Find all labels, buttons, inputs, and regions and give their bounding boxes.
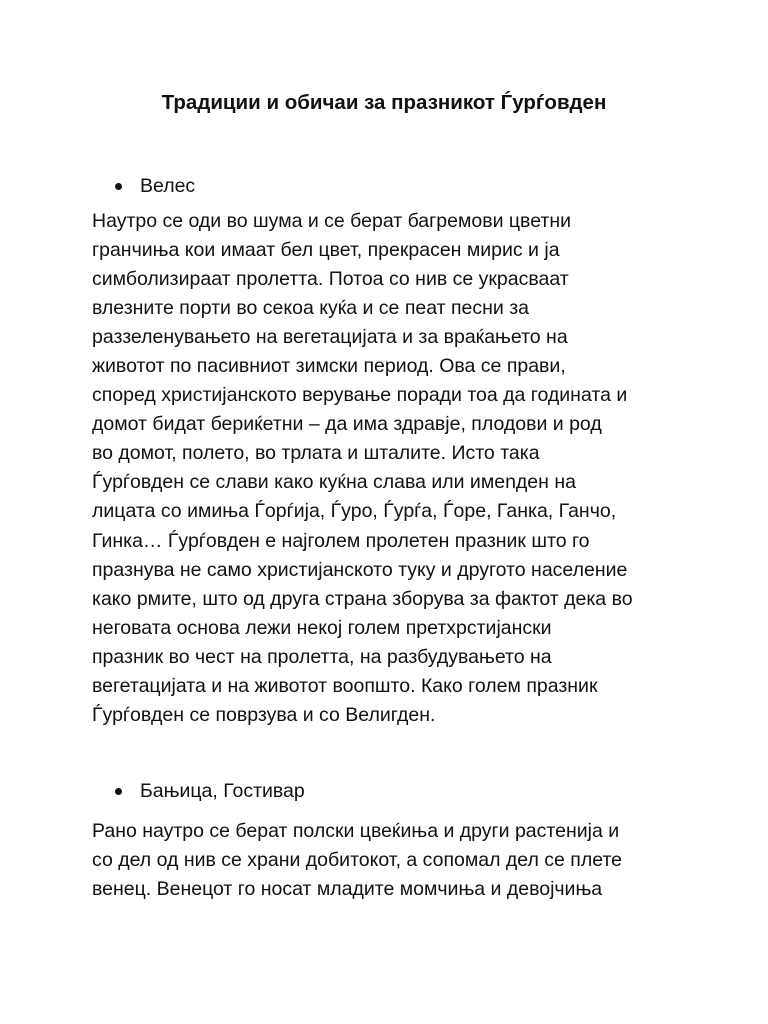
- section-heading-label: Велес: [140, 175, 196, 197]
- paragraph-line: влезните порти во секоа куќа и се пеат песни за: [92, 297, 530, 320]
- paragraph-line: празник во чест на пролетта, на разбудувањето на: [92, 645, 552, 668]
- section-heading-banjica: [115, 777, 305, 805]
- paragraph-line: во домот, полето, во трлата и шталите. Исто така: [92, 442, 540, 465]
- section-heading-label: Бањица, Гостивар: [140, 780, 305, 802]
- paragraph-line: вегетацијата и на животот воопшто. Како голем празник: [92, 674, 598, 697]
- paragraph-line: Гинка… Ѓурѓовден е најголем пролетен празник што го: [92, 529, 590, 552]
- paragraph-line: Наутро се оди во шума и се берат багремови цветни: [92, 210, 571, 232]
- section-paragraph-veles: [92, 207, 682, 730]
- bullet-icon: [115, 183, 122, 190]
- paragraph-line: гранчиња кои имаат бел цвет, прекрасен мирис и ја: [92, 239, 560, 262]
- page-title: Традиции и обичаи за празникот Ѓурѓовден: [161, 91, 607, 114]
- paragraph-line: домот бидат бериќетни – да има здравје, плодови и род: [92, 413, 602, 436]
- paragraph-line: неговата основа лежи некој голем претхрстијански: [92, 616, 552, 639]
- paragraph-line: со дел од нив се храни добитокот, а сопомал дел се плете: [92, 849, 623, 872]
- paragraph-line: венец. Венецот го носат младите момчиња и девојчиња: [92, 878, 603, 901]
- paragraph-line: раззеленувањето на вегетацијата и за враќањето на: [92, 326, 568, 349]
- paragraph-line: празнува не само христијанското туку и другото население: [92, 558, 628, 581]
- section-paragraph-banjica: [92, 817, 682, 904]
- section-heading-veles: [115, 172, 195, 200]
- paragraph-line: според христијанското верување поради тоа да годината и: [92, 384, 628, 407]
- bullet-icon: [115, 788, 122, 795]
- paragraph-line: Ѓурѓовден се поврзува и со Велигден.: [92, 703, 436, 726]
- paragraph-line: како рмите, што од друга страна зборува за фактот дека во: [92, 587, 633, 610]
- paragraph-line: лицата со имиња Ѓорѓија, Ѓуро, Ѓурѓа, Ѓоре, Ганка, Ганчо,: [92, 500, 617, 523]
- paragraph-line: Рано наутро се берат полски цвеќиња и други растенија и: [92, 820, 620, 842]
- paragraph-line: Ѓурѓовден се слави како куќна слава или имenден на: [92, 471, 576, 494]
- paragraph-line: животот по пасивниот зимски период. Ова се прави,: [92, 355, 566, 378]
- paragraph-line: симболизираат пролетта. Потоа со нив се украсваат: [92, 268, 569, 291]
